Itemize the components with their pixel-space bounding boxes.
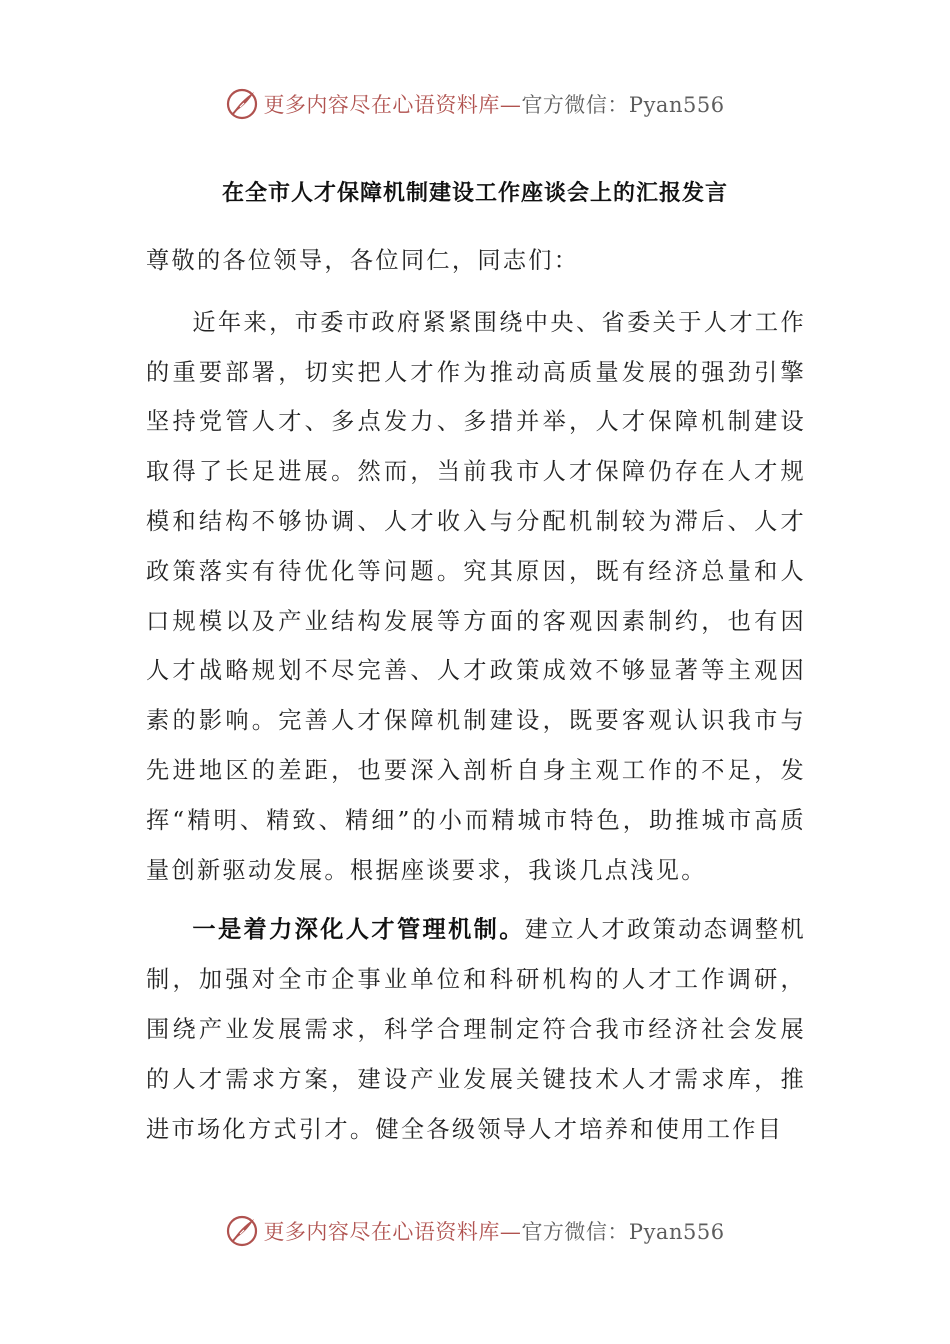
salutation: 尊敬的各位领导，各位同仁，同志们： (146, 247, 580, 274)
paragraph-point-one-body: 建立人才政策动态调整机制，加强对全市企事业单位和科研机构的人才工作调研，围绕产业发展需求，科学合理制定符合我市经济社会发展的人才需求方案，建设产业发展关键技术人才需求库，推进市场化方式引才。健全各级领导人才培养和使用工作目 (146, 916, 806, 1143)
quill-logo-icon (225, 87, 259, 121)
document-title: 在全市人才保障机制建设工作座谈会上的汇报发言 (221, 181, 728, 206)
quill-logo-icon (225, 1214, 259, 1248)
banner-text: 更多内容尽在心语资料库—官方微信：Pyan556 (263, 1220, 725, 1244)
banner-text: 更多内容尽在心语资料库—官方微信：Pyan556 (263, 93, 725, 117)
footer-banner (0, 1211, 950, 1251)
banner-wechat: 官方微信：Pyan556 (521, 1220, 725, 1244)
header-banner (0, 84, 950, 124)
banner-wechat: 官方微信：Pyan556 (521, 93, 725, 117)
paragraph-point-one (146, 905, 806, 1154)
document-body (146, 236, 806, 1154)
paragraph-intro: 近年来，市委市政府紧紧围绕中央、省委关于人才工作的重要部署，切实把人才作为推动高质量发展的强劲引擎坚持党管人才、多点发力、多措并举，人才保障机制建设取得了长足进展。然而，当前我市人才保障仍存在人才规模和结构不够协调、人才收入与分配机制较为滞后、人才政策落实有待优化等问题。究其原因，既有经济总量和人口规模以及产业结构发展等方面的客观因素制约，也有因人才战略规划不尽完善、人才政策成效不够显著等主观因素的影响。完善人才保障机制建设，既要客观认识我市与先进地区的差距，也要深入剖析自身主观工作的不足，发挥“精明、精致、精细”的小而精城市特色，助推城市高质量创新驱动发展。根据座谈要求，我谈几点浅见。 (146, 308, 806, 884)
paragraph-lead-heading: 一是着力深化人才管理机制。 (192, 916, 525, 944)
